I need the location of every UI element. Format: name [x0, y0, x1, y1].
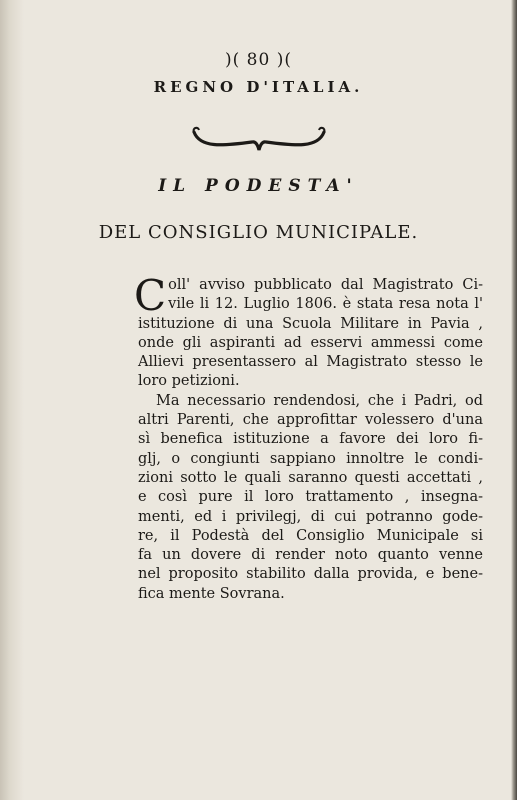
text-line: Ma necessario rendendosi, che i Padri, od: [156, 392, 483, 409]
drop-cap: C: [134, 271, 167, 320]
page-number: )( 80 )(: [225, 50, 292, 70]
ornamental-rule-icon: [192, 124, 326, 154]
paragraph-2: [138, 392, 483, 604]
text-line: Allievi presentassero al Magistrato stesso le: [138, 354, 483, 371]
document-subtitle: DEL CONSIGLIO MUNICIPALE.: [98, 222, 419, 243]
text-line: altri Parenti, che approfittar volessero d'una: [138, 412, 483, 429]
paragraph-1: [134, 271, 483, 392]
text-line: re, il Podestà del Consiglio Municipale si: [138, 527, 483, 544]
text-line: fa un dovere di render noto quanto venne: [138, 547, 483, 564]
text-line: istituzione di una Scuola Militare in Pavia ,: [138, 315, 483, 332]
text-line: menti, ed i privilegj, di cui potranno gode-: [138, 508, 483, 525]
text-line: oll' avviso pubblicato dal Magistrato Ci-: [168, 277, 483, 293]
text-line: nel proposito stabilito dalla provida, e bene-: [138, 566, 483, 583]
binding-gutter: [0, 0, 24, 800]
text-line: zioni sotto le quali saranno questi accettati ,: [138, 469, 483, 486]
page-edge-shadow: [511, 0, 517, 800]
text-line: fica mente Sovrana.: [138, 585, 285, 602]
text-line: e così pure il loro trattamento , insegna-: [138, 489, 483, 506]
text-line: sì benefica istituzione a favore dei loro fi-: [138, 431, 483, 448]
document-body: [134, 271, 483, 604]
document-title: IL PODESTA': [158, 176, 359, 196]
kingdom-heading: REGNO D'ITALIA.: [153, 78, 364, 96]
text-line: vile li 12. Luglio 1806. è stata resa nota l': [168, 296, 483, 313]
text-line: loro petizioni.: [138, 373, 240, 390]
text-line: onde gli aspiranti ad esservi ammessi come: [138, 334, 483, 351]
text-line: glj, o congiunti sappiano innoltre le condi-: [138, 450, 483, 467]
